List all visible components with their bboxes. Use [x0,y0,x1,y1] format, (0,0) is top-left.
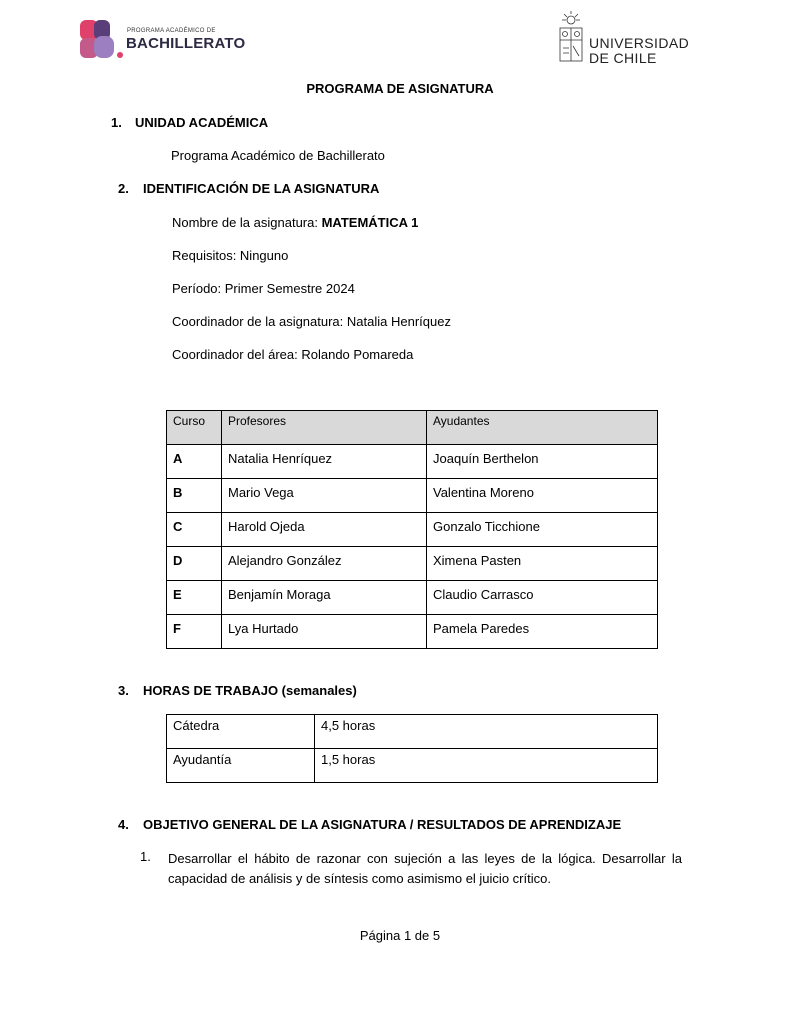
periodo-line: Período: Primer Semestre 2024 [172,281,355,296]
curso-cell: A [167,445,222,479]
logo-program-label: PROGRAMA ACADÉMICO DE [127,28,216,34]
header-profesores: Profesores [222,411,427,445]
table-row [167,513,658,547]
table-row [167,547,658,581]
ayudante-cell: Gonzalo Ticchione [427,513,658,547]
activity-cell: Ayudantía [167,749,315,783]
ayudante-cell: Claudio Carrasco [427,581,658,615]
subject-name-label: Nombre de la asignatura: [172,215,322,230]
curso-cell: B [167,479,222,513]
logo-de-chile-label: DE CHILE [589,50,657,66]
objective-item-number: 1. [140,849,151,864]
table-row [167,749,658,783]
profesor-cell: Alejandro González [222,547,427,581]
curso-cell: E [167,581,222,615]
universidad-de-chile-logo [556,10,696,66]
page-number: Página 1 de 5 [359,928,441,943]
subject-name-value: MATEMÁTICA 1 [321,215,419,230]
subject-name-line [172,215,418,230]
document-title: PROGRAMA DE ASIGNATURA [306,81,494,96]
curso-cell: F [167,615,222,649]
logo-bachillerato-label: BACHILLERATO [126,35,246,52]
header-ayudantes: Ayudantes [427,411,658,445]
hours-cell: 1,5 horas [315,749,658,783]
logo-universidad-label: UNIVERSIDAD [589,35,690,51]
section1-text: Programa Académico de Bachillerato [171,148,385,163]
profesor-cell: Harold Ojeda [222,513,427,547]
header-curso: Curso [167,411,222,445]
table-row [167,715,658,749]
section2-number: 2. [118,181,129,196]
table-row [167,581,658,615]
bachillerato-logo [80,20,260,62]
profesor-cell: Mario Vega [222,479,427,513]
ayudante-cell: Ximena Pasten [427,547,658,581]
section4-heading: OBJETIVO GENERAL DE LA ASIGNATURA / RESULTADOS DE APRENDIZAJE [143,817,622,832]
hours-cell: 4,5 horas [315,715,658,749]
ayudante-cell: Joaquín Berthelon [427,445,658,479]
hours-table [166,714,658,783]
activity-cell: Cátedra [167,715,315,749]
ayudante-cell: Pamela Paredes [427,615,658,649]
university-seal-icon [556,10,586,64]
staff-table-header-row [167,411,658,445]
curso-cell: D [167,547,222,581]
curso-cell: C [167,513,222,547]
section1-heading: UNIDAD ACADÉMICA [135,115,269,130]
table-row [167,479,658,513]
section2-heading: IDENTIFICACIÓN DE LA ASIGNATURA [143,181,380,196]
section3-number: 3. [118,683,129,698]
profesor-cell: Natalia Henríquez [222,445,427,479]
table-row [167,445,658,479]
section4-number: 4. [118,817,129,832]
ayudante-cell: Valentina Moreno [427,479,658,513]
staff-table [166,410,658,649]
section1-number: 1. [111,115,122,130]
table-row [167,615,658,649]
bachillerato-logo-mark-icon [80,20,124,60]
profesor-cell: Benjamín Moraga [222,581,427,615]
coordinador-asignatura-line: Coordinador de la asignatura: Natalia Henríquez [172,314,451,329]
objective-item-text: Desarrollar el hábito de razonar con sujeción a las leyes de la lógica. Desarrollar la capacidad de análisis y de síntesis como asimismo el juicio crítico. [168,851,682,886]
profesor-cell: Lya Hurtado [222,615,427,649]
requisitos-line: Requisitos: Ninguno [172,248,289,263]
section3-heading: HORAS DE TRABAJO (semanales) [143,683,357,698]
coordinador-area-line: Coordinador del área: Rolando Pomareda [172,347,414,362]
